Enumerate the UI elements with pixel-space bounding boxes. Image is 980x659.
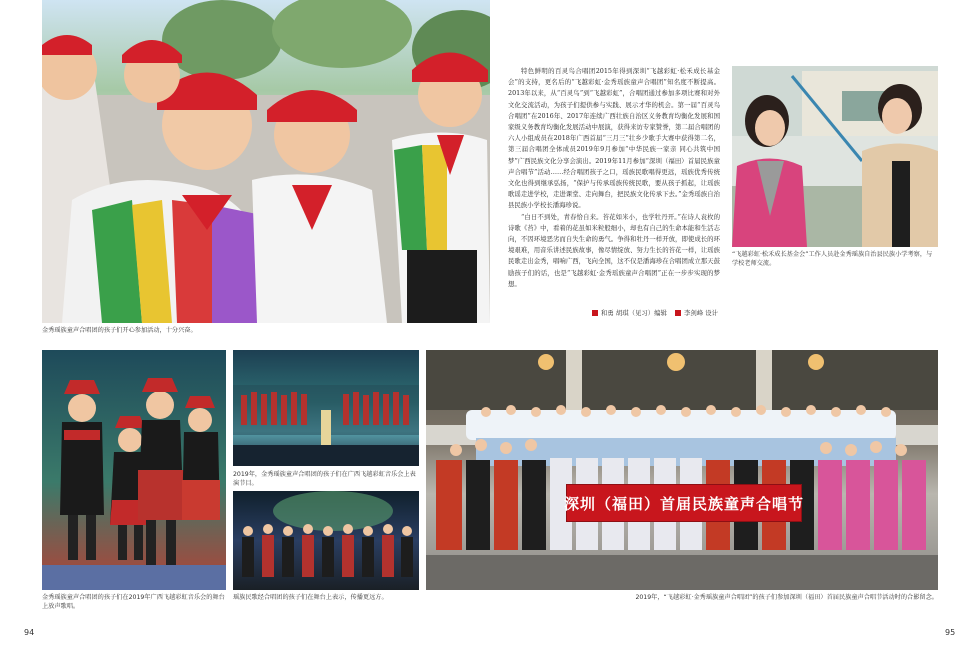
photo-group-shenzhen: [426, 350, 938, 590]
page-number-left: 94: [24, 628, 35, 637]
children-illustration: [42, 0, 490, 323]
article-paragraph: “白日不到处，青春恰自来。苔花如米小，也学牡丹开。”在诗人袁枚的诗歌《苔》中，看着的花虽如米粒般细小，却也有自己的生命本能和生活志向，不因环境恶劣而自失生命的勇气。争得和牡丹一样开放，即使成长的环境艰难，用音乐讲述民族故事，像尽情绽放、努力生长的苔花一样，让瑶族民歌走出金秀，唱响广西，飞向全国，这不仅是潘海珍在合唱团成立那天鼓励孩子们的话，也是“飞越彩虹·金秀瑶族童声合唱团”正在一步步实现的梦想。: [508, 212, 720, 288]
photo-stage-performance: [233, 350, 419, 466]
page-number-right: 95: [945, 628, 956, 637]
stage-group-illustration: [233, 491, 419, 590]
article-body: [508, 66, 720, 290]
editor-credit: 和勇 胡琪（见习）编辑 李剑峰 设计: [592, 308, 718, 317]
stage-wide-illustration: [233, 350, 419, 466]
event-banner: [564, 484, 805, 522]
caption-bottom-3: 2019年，“飞越彩虹·金秀瑶族童声合唱团”的孩子们参加深圳（福田）首届民族童声合唱节活动时的合影留念。: [635, 594, 938, 601]
caption-bottom-1: 金秀瑶族童声合唱团的孩子们在2019年广西飞越彩虹音乐会的舞台上放声歌唱。: [42, 594, 225, 610]
visit-illustration: [732, 66, 938, 247]
article-paragraph: 特色鲜明的百灵鸟合唱团2015年得到深圳“飞越彩虹·松禾成长基金会”的支持，更名后的“飞越彩虹·金秀瑶族童声合唱团”知名度不断提高。2013年以来，从“百灵鸟”到“飞越彩虹”，合唱团通过参加多项比赛和对外文化交流活动，为孩子们提供参与实践、展示才华的机会。第一届“百灵鸟合唱团”在2016年、2017年连续广西壮族自治区义务教育均衡化发展和国家级义务教育均衡化发展活动中展演，获得来访专家赞誉，第二届合唱团的六人小组成员在2018年广西首届“三月三”壮乡少歌手大赛中获得第二名，第三届合唱团全体成员2019年9月参加“中华民族一家亲 同心共筑中国梦”广西民族文化分享会演出。2019年11月参加“深圳（福田）首届民族童声合唱节”活动……经合唱团孩子之口，瑶族民歌唱得更远，瑶族优秀传统文化也得到继承弘扬，“保护与传承瑶族传统民歌，要从孩子抓起，让瑶族歌谣走进学校，走进课堂、走向舞台，把民族文化传承下去。”金秀瑶族自治县民族小学校长潘海珍说。: [508, 67, 720, 210]
stage-kids-illustration: [42, 350, 226, 590]
photo-children-celebrating: [42, 0, 490, 323]
credit-marker-icon: [592, 310, 598, 316]
caption-top-right: “飞越彩虹·松禾成长基金会”工作人员赴金秀瑶族自治县民族小学考察，与学校老师交流。: [732, 251, 933, 267]
caption-bottom-2b: 瑶族民歌经合唱团的孩子们在舞台上表示，传播更远方。: [233, 594, 388, 601]
photo-stage-singing: [42, 350, 226, 590]
caption-bottom-2a: 2019年，金秀瑶族童声合唱团的孩子们在广西飞越彩虹音乐会上表演节目。: [233, 471, 416, 487]
caption-top-left: 金秀瑶族童声合唱团的孩子们开心参加活动，十分兴奋。: [42, 327, 197, 334]
banner-text: 深圳（福田）首届民族童声合唱节: [564, 494, 805, 513]
credit-marker-icon: [675, 310, 681, 316]
group-photo-illustration: [426, 350, 938, 590]
photo-stage-group: [233, 491, 419, 590]
photo-foundation-visit: [732, 66, 938, 247]
